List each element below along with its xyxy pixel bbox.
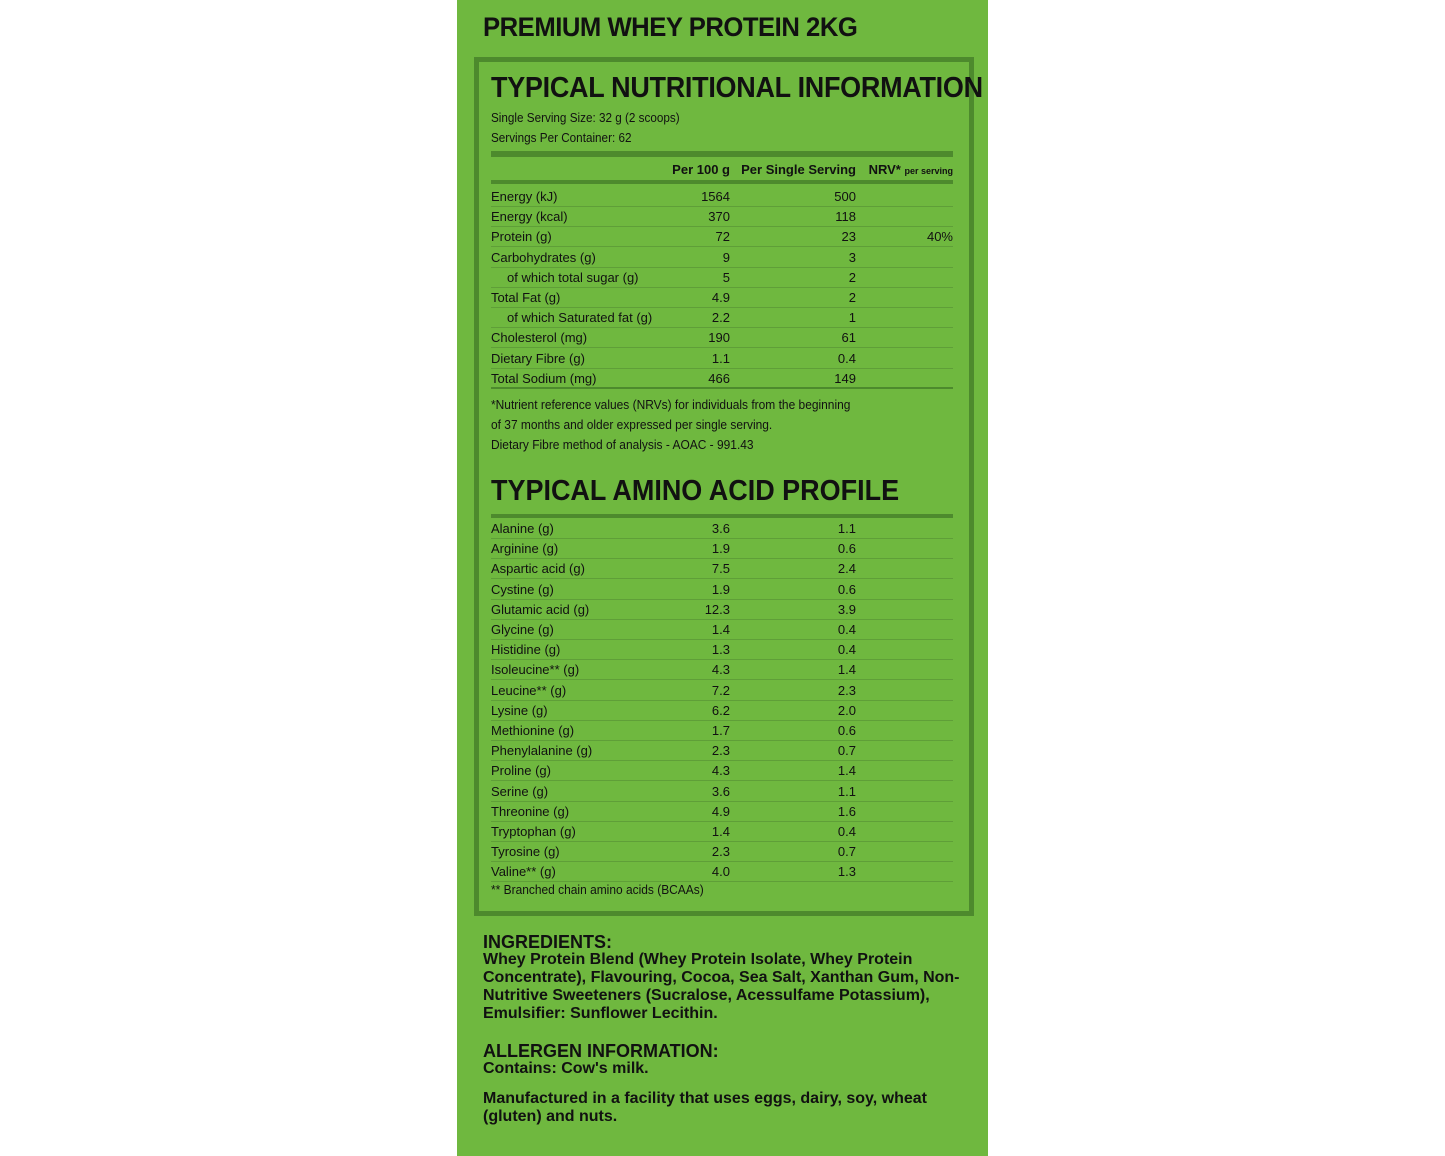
row-per100: 72 [715, 229, 730, 245]
table-row [491, 700, 953, 721]
row-serving: 1.4 [837, 662, 856, 678]
row-per100: 2.2 [711, 310, 730, 326]
row-per100: 1564 [701, 189, 730, 204]
table-row [491, 186, 953, 207]
table-row [491, 579, 953, 600]
row-serving: 0.4 [837, 642, 856, 658]
table-row [491, 226, 953, 247]
table-row [491, 206, 953, 227]
row-per100: 7.2 [711, 682, 730, 698]
row-serving: 500 [834, 189, 856, 204]
table-row [491, 348, 953, 369]
nutrition-box [474, 57, 983, 916]
row-per100: 2.3 [711, 844, 730, 860]
row-label: Cystine (g) [491, 581, 554, 597]
row-label: Leucine** (g) [491, 682, 567, 698]
ingredients-heading: INGREDIENTS: [483, 932, 613, 952]
table-row [491, 781, 953, 802]
nutrition-heading: TYPICAL NUTRITIONAL INFORMATION [491, 72, 983, 104]
row-label: Tyrosine (g) [491, 844, 560, 860]
row-label: Glycine (g) [491, 622, 554, 637]
table-row [491, 801, 953, 822]
row-label: Energy (kJ) [491, 189, 558, 204]
table-row [491, 680, 953, 701]
row-serving: 3.9 [837, 601, 856, 617]
allergen-section [483, 1042, 973, 1126]
row-label: Isoleucine** (g) [491, 662, 580, 678]
row-serving: 61 [841, 330, 856, 346]
row-serving: 2 [848, 269, 856, 285]
row-label: Energy (kcal) [491, 209, 568, 225]
note-line: Dietary Fibre method of analysis - AOAC - 991.43 [491, 437, 754, 452]
table-row [491, 841, 953, 862]
row-per100: 5 [722, 269, 730, 285]
divider [491, 387, 953, 389]
col-nrv: NRV* per serving [868, 162, 953, 177]
row-label: Carbohydrates (g) [491, 249, 596, 265]
row-serving: 0.6 [837, 581, 856, 597]
row-serving: 0.7 [837, 844, 856, 860]
row-label: of which total sugar (g) [507, 269, 639, 285]
row-serving: 1.3 [837, 864, 856, 880]
note-line: of 37 months and older expressed per single serving. [491, 417, 773, 432]
row-nrv: 40% [926, 229, 953, 245]
row-per100: 1.9 [711, 581, 730, 597]
row-per100: 4.3 [711, 763, 730, 779]
row-per100: 1.3 [711, 642, 730, 658]
table-row [491, 307, 953, 328]
table-row [491, 599, 953, 620]
servings-per-container: Servings Per Container: 62 [491, 130, 632, 145]
table-row [491, 267, 953, 288]
nrv-notes [491, 395, 850, 455]
row-serving: 1.4 [837, 763, 856, 779]
row-per100: 4.9 [711, 803, 730, 819]
table-row [491, 639, 953, 660]
row-serving: 0.4 [837, 824, 856, 839]
serving-size: Single Serving Size: 32 g (2 scoops) [491, 110, 680, 125]
label-panel [457, 0, 988, 1156]
row-per100: 4.3 [711, 662, 730, 678]
col-per100: Per 100 g [672, 162, 730, 177]
row-serving: 0.4 [837, 622, 856, 637]
row-per100: 4.0 [711, 864, 730, 880]
row-serving: 2.0 [837, 702, 856, 718]
row-serving: 1.6 [837, 803, 856, 819]
product-title: PREMIUM WHEY PROTEIN 2KG [483, 12, 858, 42]
row-label: Aspartic acid (g) [491, 561, 585, 577]
row-per100: 4.9 [711, 290, 730, 305]
table-row [491, 760, 953, 781]
row-label: Serine (g) [491, 783, 549, 799]
row-per100: 466 [708, 370, 730, 386]
table-row [491, 740, 953, 761]
col-serving: Per Single Serving [741, 162, 856, 177]
row-per100: 7.5 [711, 561, 730, 577]
row-per100: 12.3 [704, 601, 730, 617]
row-serving: 1.1 [837, 521, 856, 536]
row-per100: 1.4 [711, 622, 730, 637]
row-per100: 190 [708, 330, 730, 346]
row-per100: 1.1 [711, 350, 730, 366]
row-per100: 1.7 [711, 723, 730, 738]
row-label: Lysine (g) [491, 702, 548, 718]
row-label: Tryptophan (g) [491, 824, 576, 839]
table-row [491, 720, 953, 741]
row-label: Threonine (g) [491, 803, 570, 819]
row-serving: 1 [848, 310, 856, 326]
row-label: of which Saturated fat (g) [507, 310, 653, 326]
row-label: Valine** (g) [491, 864, 556, 880]
row-serving: 2 [848, 290, 856, 305]
table-row [491, 558, 953, 579]
row-per100: 9 [722, 249, 730, 265]
bcaa-footnote: ** Branched chain amino acids (BCAAs) [491, 882, 704, 897]
allergen-contains: Contains: Cow's milk. [483, 1060, 649, 1077]
row-per100: 370 [708, 209, 730, 225]
amino-heading: TYPICAL AMINO ACID PROFILE [491, 475, 900, 507]
table-row [491, 659, 953, 680]
row-label: Total Fat (g) [491, 290, 561, 305]
row-per100: 1.9 [711, 541, 730, 557]
allergen-facility: Manufactured in a facility that uses eggs, dairy, soy, wheat (gluten) and nuts. [483, 1090, 927, 1125]
row-label: Protein (g) [491, 229, 552, 245]
divider [491, 151, 953, 157]
table-row [491, 368, 953, 389]
row-serving: 0.7 [837, 743, 856, 759]
row-label: Glutamic acid (g) [491, 601, 590, 617]
table-row [491, 538, 953, 559]
row-label: Dietary Fibre (g) [491, 350, 585, 366]
row-serving: 149 [834, 370, 856, 386]
row-serving: 0.4 [837, 350, 856, 366]
row-label: Alanine (g) [491, 521, 554, 536]
row-label: Arginine (g) [491, 541, 559, 557]
table-row [491, 247, 953, 268]
note-line: *Nutrient reference values (NRVs) for individuals from the beginning [491, 397, 851, 412]
ingredients-section [483, 933, 973, 1023]
row-per100: 3.6 [711, 783, 730, 799]
row-per100: 3.6 [711, 521, 730, 536]
row-serving: 118 [835, 209, 856, 225]
row-serving: 0.6 [837, 541, 856, 557]
row-label: Proline (g) [491, 763, 551, 779]
row-serving: 2.4 [837, 561, 856, 577]
table-row [491, 861, 953, 882]
row-label: Total Sodium (mg) [491, 370, 597, 386]
table-row [491, 518, 953, 539]
row-label: Histidine (g) [491, 642, 561, 658]
row-serving: 0.6 [837, 723, 856, 738]
row-serving: 3 [848, 249, 856, 265]
ingredients-text: Whey Protein Blend (Whey Protein Isolate, Whey Protein Concentrate), Flavouring, Cocoa, Sea Salt, Xanthan Gum, Non-Nutritive Sweeteners (Sucralose, Acessulfame Potassium), Emulsifier: Sunflower Lecithin. [483, 951, 960, 1022]
row-label: Phenylalanine (g) [491, 743, 593, 759]
row-per100: 1.4 [711, 824, 730, 839]
row-per100: 2.3 [711, 743, 730, 759]
allergen-heading: ALLERGEN INFORMATION: [483, 1041, 719, 1061]
table-row [491, 327, 953, 348]
table-row [491, 821, 953, 842]
divider [491, 180, 953, 184]
row-serving: 2.3 [837, 682, 856, 698]
table-row [491, 287, 953, 308]
table-row [491, 619, 953, 640]
row-label: Methionine (g) [491, 723, 575, 738]
row-per100: 6.2 [711, 702, 730, 718]
row-serving: 23 [841, 229, 856, 245]
row-label: Cholesterol (mg) [491, 330, 588, 346]
row-serving: 1.1 [837, 783, 856, 799]
